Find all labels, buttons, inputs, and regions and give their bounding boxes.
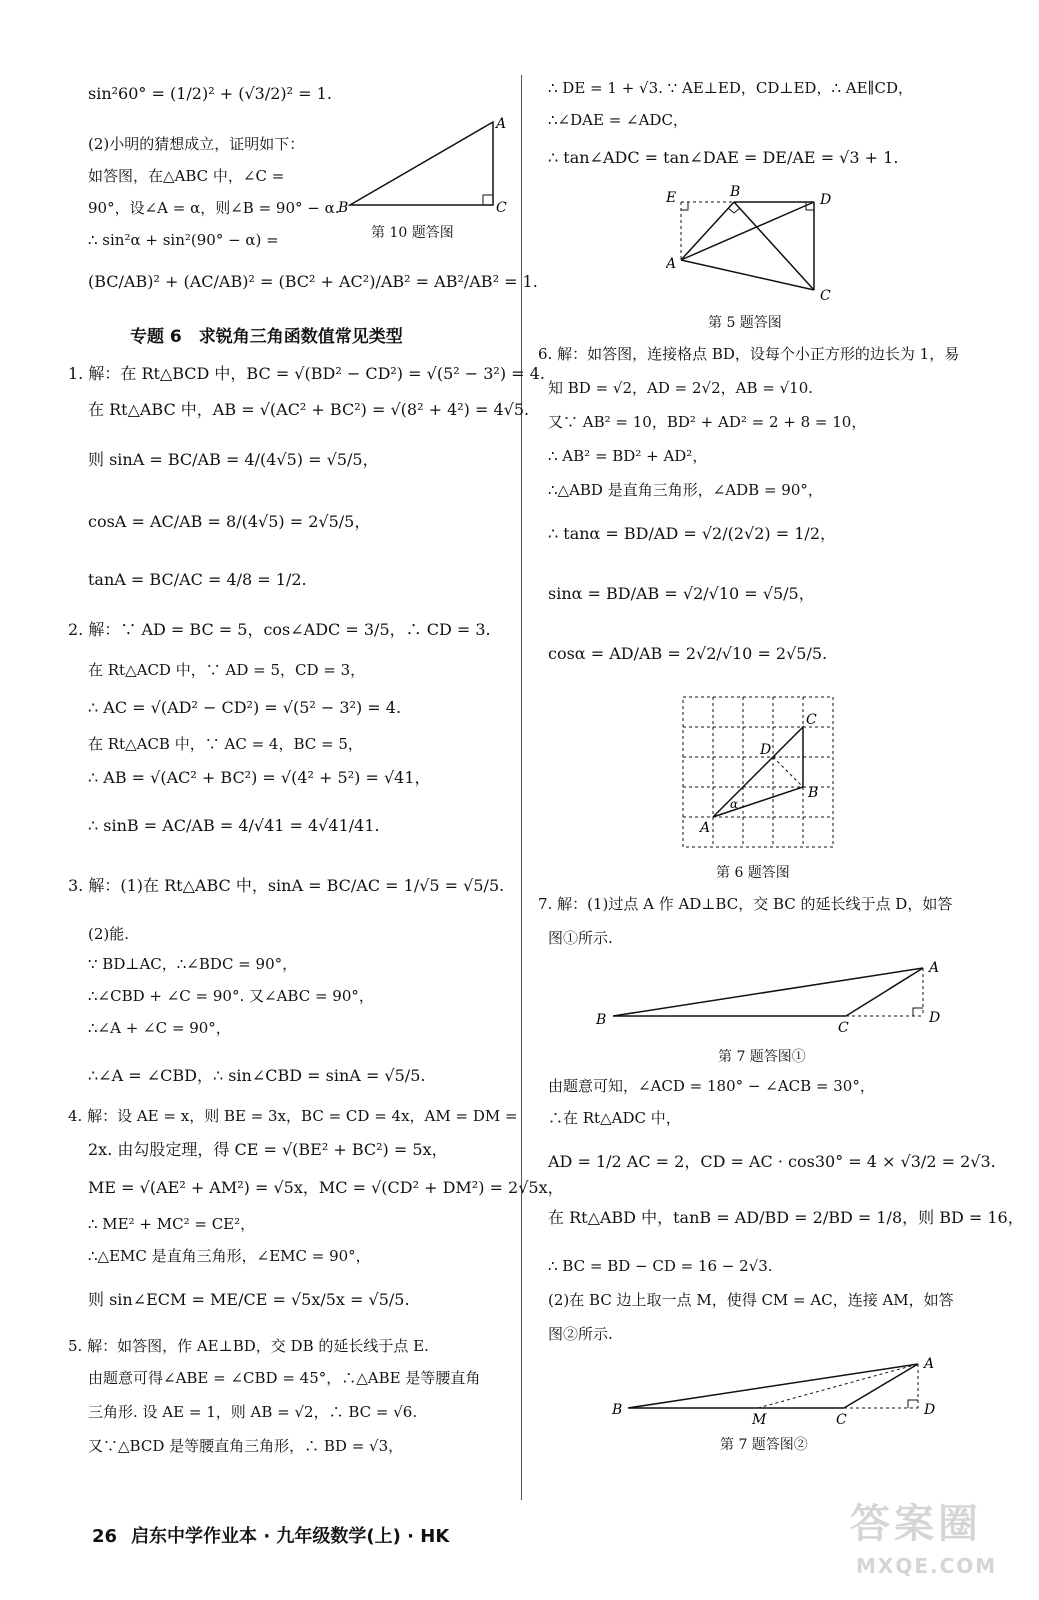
text-line: tanA = BC/AC = 4/8 = 1/2. xyxy=(88,570,307,589)
text-line: 4. 解：设 AE = x，则 BE = 3x，BC = CD = 4x，AM = DM = xyxy=(68,1107,518,1125)
text-line: sin²60° = (1/2)² + (√3/2)² = 1. xyxy=(88,84,332,103)
text-line: ∴ AC = √(AD² − CD²) = √(5² − 3²) = 4. xyxy=(88,698,402,717)
text-line: 1. 解：在 Rt△BCD 中，BC = √(BD² − CD²) = √(5² − 3²) = 4. xyxy=(68,364,545,383)
label-d: D xyxy=(820,192,832,208)
label-c: C xyxy=(806,712,817,728)
label-a: A xyxy=(700,820,711,836)
figure-caption: 第 6 题答图 xyxy=(716,865,790,881)
label-c: C xyxy=(838,1020,849,1034)
text-line: 2x. 由勾股定理，得 CE = √(BE² + BC²) = 5x， xyxy=(88,1140,448,1159)
text-line: 在 Rt△ABC 中，AB = √(AC² + BC²) = √(8² + 4²) = 4√5. xyxy=(88,400,530,419)
text-line: 图②所示. xyxy=(548,1325,613,1343)
label-b: B xyxy=(338,200,349,216)
watermark-url: MXQE.COM xyxy=(856,1554,998,1578)
figure-caption: 第 10 题答图 xyxy=(371,225,454,241)
text-line: sinα = BD/AB = √2/√10 = √5/5， xyxy=(548,584,815,603)
text-line: 又∵△BCD 是等腰直角三角形，∴ BD = √3， xyxy=(88,1437,404,1455)
figure-caption: 第 5 题答图 xyxy=(708,315,782,331)
label-d: D xyxy=(929,1010,941,1026)
text-line: (BC/AB)² + (AC/AB)² = (BC² + AC²)/AB² = AB²/AB² = 1. xyxy=(88,272,538,291)
label-a: A xyxy=(924,1356,935,1372)
label-c: C xyxy=(820,288,831,302)
text-line: ∴∠A + ∠C = 90°， xyxy=(88,1019,231,1037)
text-line: 知 BD = √2，AD = 2√2，AB = √10. xyxy=(548,379,814,397)
section-title: 专题 6 求锐角三角函数值常见类型 xyxy=(130,327,403,347)
label-b: B xyxy=(612,1402,623,1418)
text-line: 由题意可得∠ABE = ∠CBD = 45°，∴△ABE 是等腰直角 xyxy=(88,1369,481,1387)
label-a: A xyxy=(666,256,677,272)
text-line: 如答图，在△ABC 中，∠C = xyxy=(88,167,285,185)
text-line: ∴ tan∠ADC = tan∠DAE = DE/AE = √3 + 1. xyxy=(548,148,899,167)
text-line: ∴在 Rt△ADC 中， xyxy=(548,1109,681,1127)
page-number: 26 xyxy=(92,1526,118,1547)
text-line: 7. 解：(1)过点 A 作 AD⊥BC，交 BC 的延长线于点 D，如答 xyxy=(538,895,953,913)
text-line: 6. 解：如答图，连接格点 BD，设每个小正方形的边长为 1，易 xyxy=(538,345,960,363)
text-line: ∴∠A = ∠CBD，∴ sin∠CBD = sinA = √5/5. xyxy=(88,1066,426,1085)
figure-10-triangle xyxy=(338,110,518,220)
triangle-abc xyxy=(350,122,493,205)
text-line: 则 sin∠ECM = ME/CE = √5x/5x = √5/5. xyxy=(88,1290,410,1309)
text-line: cosα = AD/AB = 2√2/√10 = 2√5/5. xyxy=(548,644,828,663)
text-line: 在 Rt△ABD 中，tanB = AD/BD = 2/BD = 1/8，则 BD = 16， xyxy=(548,1208,1024,1227)
text-line: (2)小明的猜想成立，证明如下： xyxy=(88,135,305,153)
label-c: C xyxy=(496,200,507,216)
label-e: E xyxy=(666,190,677,206)
figure-5 xyxy=(666,182,846,302)
text-line: 2. 解：∵ AD = BC = 5，cos∠ADC = 3/5，∴ CD = 3. xyxy=(68,620,491,639)
text-line: 3. 解：(1)在 Rt△ABC 中，sinA = BC/AC = 1/√5 = √5/5. xyxy=(68,876,505,895)
text-line: 90°，设∠A = α，则∠B = 90° − α. xyxy=(88,199,340,217)
text-line: ∴∠DAE = ∠ADC， xyxy=(548,111,688,129)
label-b: B xyxy=(730,184,741,200)
text-line: 三角形. 设 AE = 1，则 AB = √2，∴ BC = √6. xyxy=(88,1403,418,1421)
label-b: B xyxy=(808,785,819,801)
text-line: ME = √(AE² + AM²) = √5x，MC = √(CD² + DM²) = 2√5x， xyxy=(88,1178,564,1197)
label-alpha: α xyxy=(730,797,739,811)
book-title: 启东中学作业本 · 九年级数学(上) · HK xyxy=(131,1526,450,1547)
text-line: ∴ sin²α + sin²(90° − α) = xyxy=(88,231,279,249)
text-line: ∴ AB = √(AC² + BC²) = √(4² + 5²) = √41， xyxy=(88,768,431,787)
figure-caption: 第 7 题答图② xyxy=(720,1437,808,1453)
text-line: 5. 解：如答图，作 AE⊥BD，交 DB 的延长线于点 E. xyxy=(68,1337,429,1355)
figure-7-2 xyxy=(608,1350,988,1430)
figure-6-grid xyxy=(668,692,848,852)
text-line: ∴∠CBD + ∠C = 90°. 又∠ABC = 90°， xyxy=(88,987,374,1005)
text-line: ∴△ABD 是直角三角形，∠ADB = 90°， xyxy=(548,481,823,499)
text-line: 在 Rt△ACB 中，∵ AC = 4，BC = 5， xyxy=(88,735,363,753)
figure-caption: 第 7 题答图① xyxy=(718,1049,806,1065)
figure-7-1 xyxy=(588,954,988,1034)
label-b: B xyxy=(596,1012,607,1028)
text-line: ∴△EMC 是直角三角形，∠EMC = 90°， xyxy=(88,1247,371,1265)
text-line: ∴ AB² = BD² + AD²， xyxy=(548,447,708,465)
label-d: D xyxy=(924,1402,936,1418)
text-line: ∴ DE = 1 + √3. ∵ AE⊥ED，CD⊥ED，∴ AE∥CD， xyxy=(548,79,913,97)
label-d: D xyxy=(760,742,772,758)
text-line: 图①所示. xyxy=(548,929,613,947)
text-line: ∴ BC = BD − CD = 16 − 2√3. xyxy=(548,1257,773,1275)
label-c: C xyxy=(836,1412,847,1428)
text-line: 则 sinA = BC/AB = 4/(4√5) = √5/5， xyxy=(88,450,379,469)
text-line: (2)能. xyxy=(88,925,130,943)
text-line: AD = 1/2 AC = 2，CD = AC · cos30° = 4 × √3/2 = 2√3. xyxy=(548,1152,996,1171)
text-line: 在 Rt△ACD 中，∵ AD = 5，CD = 3， xyxy=(88,661,366,679)
label-a: A xyxy=(496,116,507,132)
text-line: ∵ BD⊥AC，∴∠BDC = 90°， xyxy=(88,955,298,973)
watermark-logo: 答案圈 xyxy=(850,1501,982,1547)
text-line: 又∵ AB² = 10，BD² + AD² = 2 + 8 = 10， xyxy=(548,413,867,431)
watermark xyxy=(850,1492,1000,1592)
text-line: ∴ tanα = BD/AD = √2/(2√2) = 1/2， xyxy=(548,524,836,543)
text-line: 由题意可知，∠ACD = 180° − ∠ACB = 30°， xyxy=(548,1077,875,1095)
text-line: ∴ sinB = AC/AB = 4/√41 = 4√41/41. xyxy=(88,816,380,835)
right-angle-mark xyxy=(483,195,493,205)
text-line: (2)在 BC 边上取一点 M，使得 CM = AC，连接 AM，如答 xyxy=(548,1291,954,1309)
text-line: ∴ ME² + MC² = CE²， xyxy=(88,1215,256,1233)
label-m: M xyxy=(752,1412,767,1428)
label-a: A xyxy=(929,960,940,976)
text-line: cosA = AC/AB = 8/(4√5) = 2√5/5， xyxy=(88,512,371,531)
page-footer xyxy=(92,1522,449,1548)
triangle-abc-grid xyxy=(713,727,803,817)
